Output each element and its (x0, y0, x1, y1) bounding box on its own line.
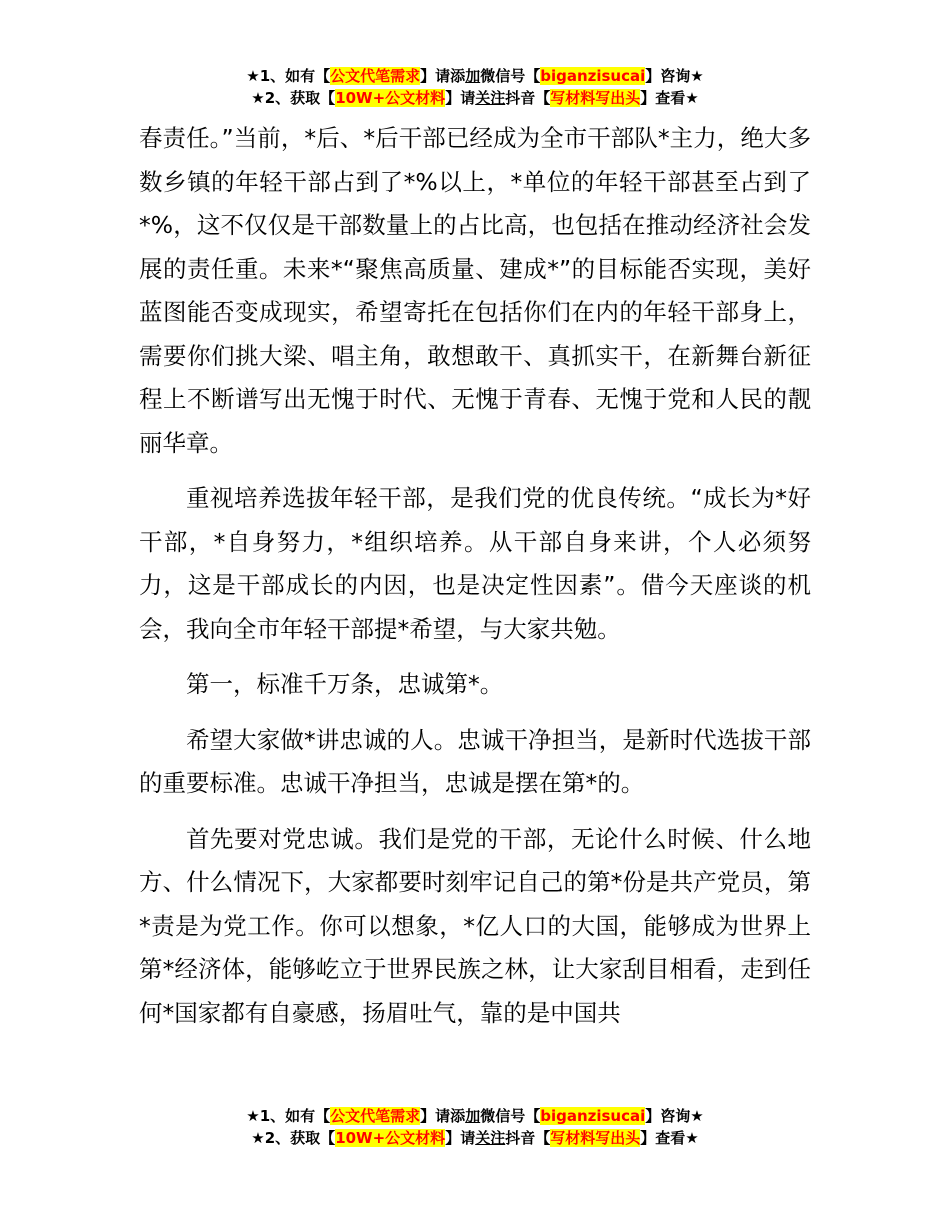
footer-line-2 (0, 1127, 950, 1149)
banner-text: 抖音【 (505, 1129, 551, 1147)
banner-text: 】请添 (420, 67, 466, 85)
document-body (139, 117, 811, 1047)
banner-underline: 关注 (475, 1129, 506, 1147)
banner-text: ★1、如有【 (246, 67, 331, 85)
paragraph-5: 首先要对党忠诚。我们是党的干部，无论什么时候、什么地方、什么情况下，大家都要时刻牢记自己的第*份是共产党员，第*责是为党工作。你可以想象，*亿人口的大国，能够成为世界上第*经济体，能够屹立于世界民族之林，让大家刮目相看，走到任何*国家都有自豪感，扬眉吐气，靠的是中国共 (139, 824, 811, 1027)
banner-highlight: biganzisucai (540, 1107, 646, 1125)
header-line-1 (0, 65, 950, 87)
banner-highlight: 公文代笔需求 (330, 67, 421, 85)
paragraph-4: 希望大家做*讲忠诚的人。忠诚干净担当，是新时代选拔干部的重要标准。忠诚干净担当，忠诚是摆在第*的。 (139, 725, 811, 797)
banner-text: 】请添 (420, 1107, 466, 1125)
footer-line-1 (0, 1105, 950, 1127)
banner-text: 】请 (445, 1129, 476, 1147)
header-line-2 (0, 87, 950, 109)
banner-text: 微信号【 (480, 67, 541, 85)
banner-text: 】咨询★ (645, 67, 704, 85)
banner-highlight: biganzisucai (540, 67, 646, 85)
header-banner (0, 65, 950, 109)
banner-highlight: 10W+公文材料 (335, 89, 446, 107)
footer-banner (0, 1105, 950, 1149)
banner-underline: 加 (465, 1107, 481, 1125)
banner-text: 】请 (445, 89, 476, 107)
banner-underline: 加 (465, 67, 481, 85)
banner-text: ★1、如有【 (246, 1107, 331, 1125)
banner-text: 】查看★ (640, 89, 699, 107)
paragraph-1: 春责任。”当前，*后、*后干部已经成为全市干部队*主力，绝大多数乡镇的年轻干部占到了*%以上，*单位的年轻干部甚至占到了*%，这不仅仅是干部数量上的占比高，也包括在推动经济社会发展的责任重。未来*“聚焦高质量、建成*”的目标能否实现，美好蓝图能否变成现实，希望寄托在包括你们在内的年轻干部身上，需要你们挑大梁、唱主角，敢想敢干、真抓实干，在新舞台新征程上不断谱写出无愧于时代、无愧于青春、无愧于党和人民的靓丽华章。 (139, 124, 811, 457)
banner-underline: 关注 (475, 89, 506, 107)
banner-text: ★2、获取【 (251, 1129, 336, 1147)
paragraph-2: 重视培养选拔年轻干部，是我们党的优良传统。“成长为*好干部，*自身努力，*组织培养。从干部自身来讲，个人必须努力，这是干部成长的内因，也是决定性因素”。借今天座谈的机会，我向全市年轻干部提*希望，与大家共勉。 (139, 484, 811, 643)
banner-text: 微信号【 (480, 1107, 541, 1125)
paragraph-3: 第一，标准千万条，忠诚第*。 (186, 670, 504, 698)
banner-highlight: 10W+公文材料 (335, 1129, 446, 1147)
banner-highlight: 公文代笔需求 (330, 1107, 421, 1125)
banner-text: ★2、获取【 (251, 89, 336, 107)
banner-highlight: 写材料写出头 (550, 1129, 641, 1147)
banner-text: 抖音【 (505, 89, 551, 107)
banner-text: 】查看★ (640, 1129, 699, 1147)
banner-highlight: 写材料写出头 (550, 89, 641, 107)
banner-text: 】咨询★ (645, 1107, 704, 1125)
